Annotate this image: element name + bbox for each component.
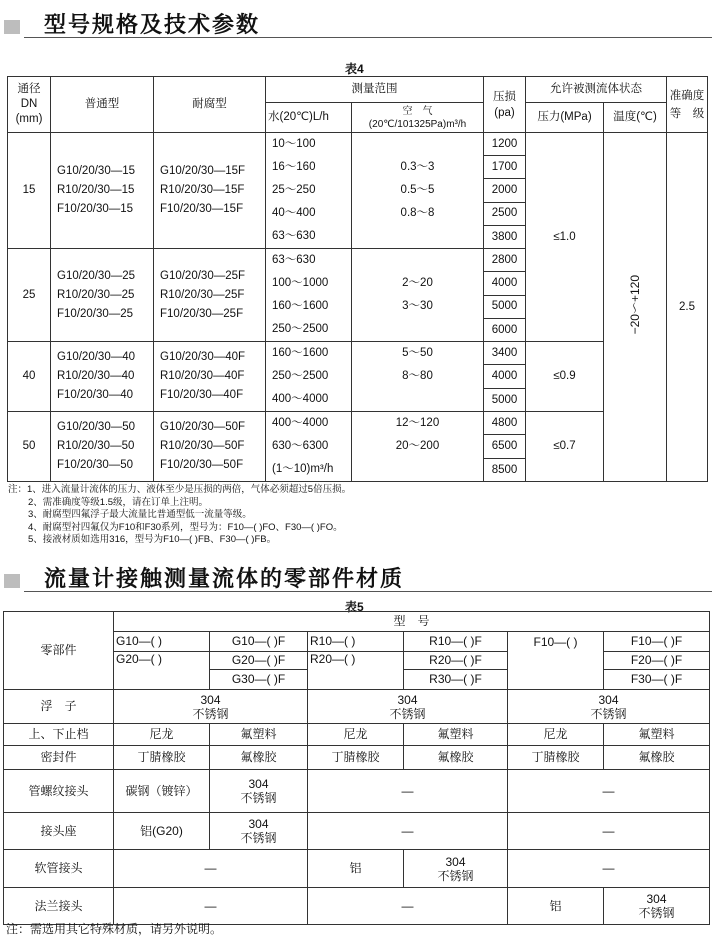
model-cell: R10—( ): [308, 632, 404, 652]
material-text: 不锈钢: [240, 831, 277, 845]
material-cell: —: [308, 813, 508, 850]
accuracy-value: 2.5: [679, 300, 695, 313]
temperature-value: −20～+120: [627, 275, 642, 335]
air-range: [354, 249, 481, 272]
air-range: [354, 458, 481, 481]
header-dn: [8, 77, 51, 133]
header-temp: 温度(℃): [604, 103, 667, 133]
material-cell: 氟橡胶: [210, 746, 308, 770]
header-accuracy: [667, 77, 708, 133]
loss-cell: 2800: [484, 249, 526, 272]
material-cell: [308, 690, 508, 724]
dn-cell: 15: [8, 133, 51, 249]
air-range: 12～120: [395, 417, 440, 429]
material-text: 不锈钢: [638, 906, 675, 920]
header-text: 压损: [493, 90, 516, 103]
model-text: F10/20/30—15: [57, 203, 134, 215]
header-text: 准确度: [669, 89, 705, 102]
spec-table: [7, 76, 708, 482]
pressure-cell: ≤0.9: [526, 342, 604, 412]
loss-cell: 4000: [484, 272, 526, 295]
material-cell: 铝(G20): [114, 813, 210, 850]
air-range-cell: [352, 342, 484, 412]
header-water: 水(20℃)L/h: [266, 103, 352, 133]
water-range: 25～250: [272, 184, 316, 196]
air-range: 0.3～3: [400, 161, 435, 173]
model-cell: G30—( )F: [210, 670, 308, 690]
loss-cell: 6000: [484, 318, 526, 341]
water-range-cell: [266, 249, 352, 342]
note-line: 3、耐腐型四氟浮子最大流量比普通型低一流量等级。: [28, 509, 252, 520]
air-range: [354, 318, 481, 341]
model-text: R10/20/30—25F: [160, 288, 245, 301]
corrosion-models-cell: [154, 133, 266, 249]
water-range: 630～6300: [272, 440, 329, 452]
model-cell: R10—( )F: [404, 632, 508, 652]
material-cell: 氟塑料: [210, 724, 308, 746]
dn-cell: 40: [8, 342, 51, 412]
model-text: R10/20/30—15F: [160, 184, 245, 196]
loss-cell: 5000: [484, 295, 526, 318]
material-text: 不锈钢: [389, 706, 426, 721]
header-text: DN: [20, 98, 38, 110]
section-title: 型号规格及技术参数: [44, 13, 261, 38]
header-model: 型 号: [114, 612, 710, 632]
material-cell: —: [508, 770, 710, 813]
model-text: G10/20/30—50: [57, 421, 136, 433]
materials-table: [3, 611, 710, 925]
model-text: G10/20/30—25F: [160, 269, 246, 282]
material-cell: —: [114, 850, 308, 888]
table4-notes: [8, 484, 351, 547]
model-text: R10/20/30—40: [57, 370, 135, 382]
material-cell: 尼龙: [508, 724, 604, 746]
water-range: 250～2500: [272, 323, 329, 335]
part-name-thread: 管螺纹接头: [4, 770, 114, 813]
header-pressure: 压力(MPa): [526, 103, 604, 133]
material-cell: [210, 770, 308, 813]
material-cell: [604, 888, 710, 925]
material-text: 304: [248, 777, 269, 791]
material-text: 不锈钢: [590, 706, 627, 721]
loss-cell: 5000: [484, 388, 526, 411]
material-cell: [404, 850, 508, 888]
water-range-cell: [266, 342, 352, 412]
material-text: 304: [248, 817, 269, 831]
air-range: 3～30: [402, 300, 433, 312]
normal-models-cell: [51, 133, 154, 249]
water-range: 100～1000: [272, 277, 329, 289]
corrosion-models-cell: [154, 412, 266, 482]
material-cell: 氟橡胶: [404, 746, 508, 770]
section-header-specs: [0, 8, 712, 38]
header-air: [352, 103, 484, 133]
model-text: F10/20/30—25: [57, 307, 134, 320]
loss-cell: 1700: [484, 156, 526, 179]
section-header-materials: [0, 562, 712, 592]
note-line: 4、耐腐型衬四氟仅为F10和F30系列，型号为：F10—( )FO、F30—( )FO。: [28, 521, 343, 533]
air-range: 2～20: [402, 277, 433, 289]
material-cell: 丁腈橡胶: [308, 746, 404, 770]
corrosion-models-cell: [154, 342, 266, 412]
model-text: R10/20/30—25: [57, 288, 135, 301]
model-cell: G10—( ): [114, 632, 210, 652]
model-cell: F10—( ): [508, 632, 604, 690]
material-cell: 氟塑料: [604, 724, 710, 746]
loss-cell: 2000: [484, 179, 526, 202]
normal-models-cell: [51, 249, 154, 342]
model-cell: F20—( )F: [604, 652, 710, 670]
material-text: 不锈钢: [240, 791, 277, 805]
air-range-cell: [352, 133, 484, 249]
dn-cell: 25: [8, 249, 51, 342]
air-range: 0.8～8: [400, 207, 435, 219]
model-text: G10/20/30—15F: [160, 165, 246, 177]
material-cell: 铝: [308, 850, 404, 888]
material-cell: 丁腈橡胶: [114, 746, 210, 770]
air-range-cell: [352, 412, 484, 482]
model-cell: G10—( )F: [210, 632, 308, 652]
part-name-float: 浮 子: [4, 690, 114, 724]
model-cell: R20—( ): [308, 652, 404, 690]
section-marker-icon: [4, 20, 20, 34]
model-text: G10/20/30—25: [57, 269, 136, 282]
section-marker-icon: [4, 574, 20, 588]
model-text: F10/20/30—15F: [160, 203, 244, 215]
material-cell: —: [308, 888, 508, 925]
header-text: 通径: [17, 83, 41, 95]
material-cell: —: [508, 813, 710, 850]
loss-cell: 3400: [484, 342, 526, 365]
air-range: 20～200: [395, 440, 440, 452]
material-cell: 尼龙: [114, 724, 210, 746]
dn-cell: 50: [8, 412, 51, 482]
water-range: 400～4000: [272, 417, 329, 429]
air-range: 5～50: [402, 347, 433, 359]
header-text: (pa): [494, 106, 515, 119]
material-cell: 丁腈橡胶: [508, 746, 604, 770]
loss-cell: 3800: [484, 225, 526, 248]
material-cell: 氟塑料: [404, 724, 508, 746]
water-range: 16～160: [272, 161, 316, 173]
loss-cell: 4800: [484, 412, 526, 435]
water-range: (1～10)m³/h: [272, 463, 334, 475]
material-cell: 碳钢（镀锌）: [114, 770, 210, 813]
model-cell: R30—( )F: [404, 670, 508, 690]
model-text: R10/20/30—40F: [160, 370, 245, 382]
model-cell: R20—( )F: [404, 652, 508, 670]
water-range-cell: [266, 133, 352, 249]
loss-cell: 4000: [484, 365, 526, 388]
materials-note: 注：需选用其它特殊材质，请另外说明。: [6, 922, 223, 936]
model-text: R10/20/30—50F: [160, 440, 245, 452]
water-range: 160～1600: [272, 300, 329, 312]
pressure-cell: ≤0.7: [526, 412, 604, 482]
part-name-stop: 上、下止档: [4, 724, 114, 746]
water-range: 63～630: [272, 230, 316, 242]
note-line: 5、接液材质如选用316，型号为F10—( )FB、F30—( )FB。: [28, 534, 277, 545]
header-range: 测量范围: [266, 77, 484, 103]
header-text: (mm): [15, 113, 43, 125]
model-text: F10/20/30—50F: [160, 459, 244, 471]
material-cell: —: [114, 888, 308, 925]
header-part: 零部件: [4, 612, 114, 690]
material-cell: 尼龙: [308, 724, 404, 746]
temperature-cell: [604, 133, 667, 482]
material-text: 304: [445, 854, 466, 869]
header-text: (20℃/101325Pa)m³/h: [368, 118, 467, 130]
part-name-flange: 法兰接头: [4, 888, 114, 925]
model-cell: G20—( )F: [210, 652, 308, 670]
note-line: 注：1、进入流量计流体的压力、液体至少是压损的两倍，气体必须超过5倍压损。: [8, 484, 352, 495]
material-text: 304: [397, 692, 418, 707]
material-cell: [114, 690, 308, 724]
water-range: 10～100: [272, 138, 316, 150]
model-text: G10/20/30—40: [57, 351, 136, 363]
note-line: 2、需准确度等级1.5级，请在订单上注明。: [28, 496, 208, 508]
material-cell: 铝: [508, 888, 604, 925]
water-range: 160～1600: [272, 347, 329, 359]
water-range: 250～2500: [272, 370, 329, 382]
table4-caption: 表4: [345, 62, 364, 76]
header-loss: [484, 77, 526, 133]
model-text: F10/20/30—40: [57, 389, 134, 401]
material-cell: —: [508, 850, 710, 888]
part-name-seat: 接头座: [4, 813, 114, 850]
model-text: G10/20/30—50F: [160, 421, 246, 433]
loss-cell: 8500: [484, 458, 526, 481]
material-cell: [210, 813, 308, 850]
model-text: R10/20/30—15: [57, 184, 135, 196]
header-normal: 普通型: [51, 77, 154, 133]
model-cell: F30—( )F: [604, 670, 710, 690]
material-text: 不锈钢: [192, 706, 229, 721]
material-text: 304: [646, 892, 667, 906]
air-range-cell: [352, 249, 484, 342]
material-cell: 氟橡胶: [604, 746, 710, 770]
water-range: 400～4000: [272, 393, 329, 405]
part-name-seal: 密封件: [4, 746, 114, 770]
loss-cell: 2500: [484, 202, 526, 225]
model-text: G10/20/30—15: [57, 165, 136, 177]
loss-cell: 1200: [484, 133, 526, 156]
material-text: 不锈钢: [437, 868, 474, 883]
material-text: 304: [598, 692, 619, 707]
model-text: G10/20/30—40F: [160, 351, 246, 363]
material-text: 304: [200, 692, 221, 707]
corrosion-models-cell: [154, 249, 266, 342]
material-cell: —: [308, 770, 508, 813]
model-text: R10/20/30—50: [57, 440, 135, 452]
air-range: [354, 388, 481, 411]
air-range: [354, 133, 481, 156]
section-title: 流量计接触测量流体的零部件材质: [44, 567, 405, 592]
accuracy-cell: [667, 133, 708, 482]
header-corrosion: 耐腐型: [154, 77, 266, 133]
water-range: 63～630: [272, 254, 316, 266]
air-range: 0.5～5: [400, 184, 435, 196]
material-cell: [508, 690, 710, 724]
air-range: [354, 225, 481, 248]
normal-models-cell: [51, 342, 154, 412]
header-text: 空 气: [402, 105, 433, 117]
model-text: F10/20/30—50: [57, 459, 134, 471]
model-text: F10/20/30—40F: [160, 389, 244, 401]
normal-models-cell: [51, 412, 154, 482]
pressure-cell: ≤1.0: [526, 133, 604, 342]
table5-caption: 表5: [345, 600, 364, 614]
model-cell: F10—( )F: [604, 632, 710, 652]
model-text: F10/20/30—25F: [160, 307, 244, 320]
model-cell: G20—( ): [114, 652, 210, 690]
air-range: 8～80: [402, 370, 433, 382]
water-range-cell: [266, 412, 352, 482]
header-text: 等 级: [669, 107, 705, 120]
loss-cell: 6500: [484, 435, 526, 458]
water-range: 40～400: [272, 207, 316, 219]
part-name-hose: 软管接头: [4, 850, 114, 888]
header-fluid-state: 允许被测流体状态: [526, 77, 667, 103]
